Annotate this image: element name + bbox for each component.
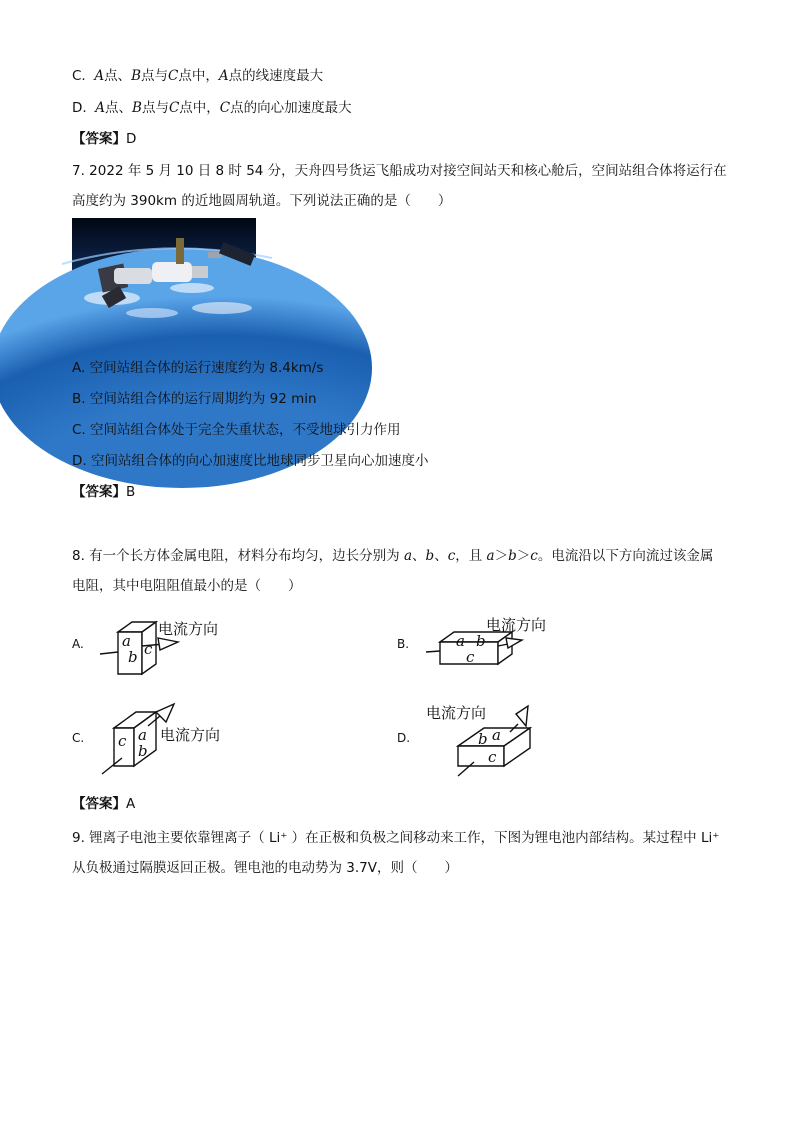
space-station-photo xyxy=(72,218,256,320)
q8-option-a-figure xyxy=(98,616,248,680)
q8-c-letter-a: a xyxy=(138,726,147,744)
q8-c-letter-c: c xyxy=(118,732,127,750)
q8-stem-line1: 8. 有一个长方体金属电阻，材料分布均匀，边长分别为 a、b、c，且 a＞b＞c。电流沿以下方向流过该金属 xyxy=(72,548,714,564)
q8-option-d-label: D. xyxy=(397,731,411,745)
q7-option-d: D. 空间站组合体的向心加速度比地球同步卫星向心加速度小 xyxy=(72,453,429,469)
q8-c-caption: 电流方向 xyxy=(160,726,221,744)
q9-stem-line1: 9. 锂离子电池主要依靠锂离子（ Li⁺ ）在正极和负极之间移动来工作，下图为锂电池内部结构。某过程中 Li⁺ xyxy=(72,830,720,846)
q8-stem-line2: 电阻，其中电阻阻值最小的是（ ） xyxy=(72,578,302,594)
q6-option-d: D. A点、B点与C点中，C点的向心加速度最大 xyxy=(72,100,352,116)
q8-b-caption: 电流方向 xyxy=(486,616,547,634)
q8-b-letter-b: b xyxy=(476,632,486,650)
q8-d-letter-b: b xyxy=(478,730,488,748)
q8-d-caption: 电流方向 xyxy=(426,704,487,722)
q8-d-letter-a: a xyxy=(492,726,501,744)
q7-option-c: C. 空间站组合体处于完全失重状态，不受地球引力作用 xyxy=(72,422,401,438)
q8-option-c-label: C. xyxy=(72,731,85,745)
q7-option-b: B. 空间站组合体的运行周期约为 92 min xyxy=(72,391,317,407)
q7-stem-line1: 7. 2022 年 5 月 10 日 8 时 54 分，天舟四号货运飞船成功对接空间站天和核心舱后，空间站组合体将运行在 xyxy=(72,163,727,179)
q8-answer: 【答案】A xyxy=(72,796,136,812)
q8-a-letter-a: a xyxy=(122,632,131,650)
q8-option-b-label: B. xyxy=(397,637,410,651)
q8-a-letter-c: c xyxy=(144,640,153,658)
q7-stem-line2: 高度约为 390km 的近地圆周轨道。下列说法正确的是（ ） xyxy=(72,193,452,209)
q8-a-letter-b: b xyxy=(128,648,138,666)
q8-a-caption: 电流方向 xyxy=(158,620,219,638)
q6-answer: 【答案】D xyxy=(72,131,137,147)
q8-option-b-figure xyxy=(426,614,586,670)
q8-option-c-figure xyxy=(100,700,250,776)
q7-answer: 【答案】B xyxy=(72,484,136,500)
q8-option-d-figure xyxy=(424,700,574,780)
q8-b-letter-a: a xyxy=(456,632,465,650)
q7-option-a: A. 空间站组合体的运行速度约为 8.4km/s xyxy=(72,360,324,376)
q9-stem-line2: 从负极通过隔膜返回正极。锂电池的电动势为 3.7V，则（ ） xyxy=(72,860,458,876)
q8-option-a-label: A. xyxy=(72,637,84,651)
q8-d-letter-c: c xyxy=(488,748,497,766)
q8-c-letter-b: b xyxy=(138,742,148,760)
q8-b-letter-c: c xyxy=(466,648,475,666)
q6-option-c: C. A点、B点与C点中，A点的线速度最大 xyxy=(72,68,324,84)
